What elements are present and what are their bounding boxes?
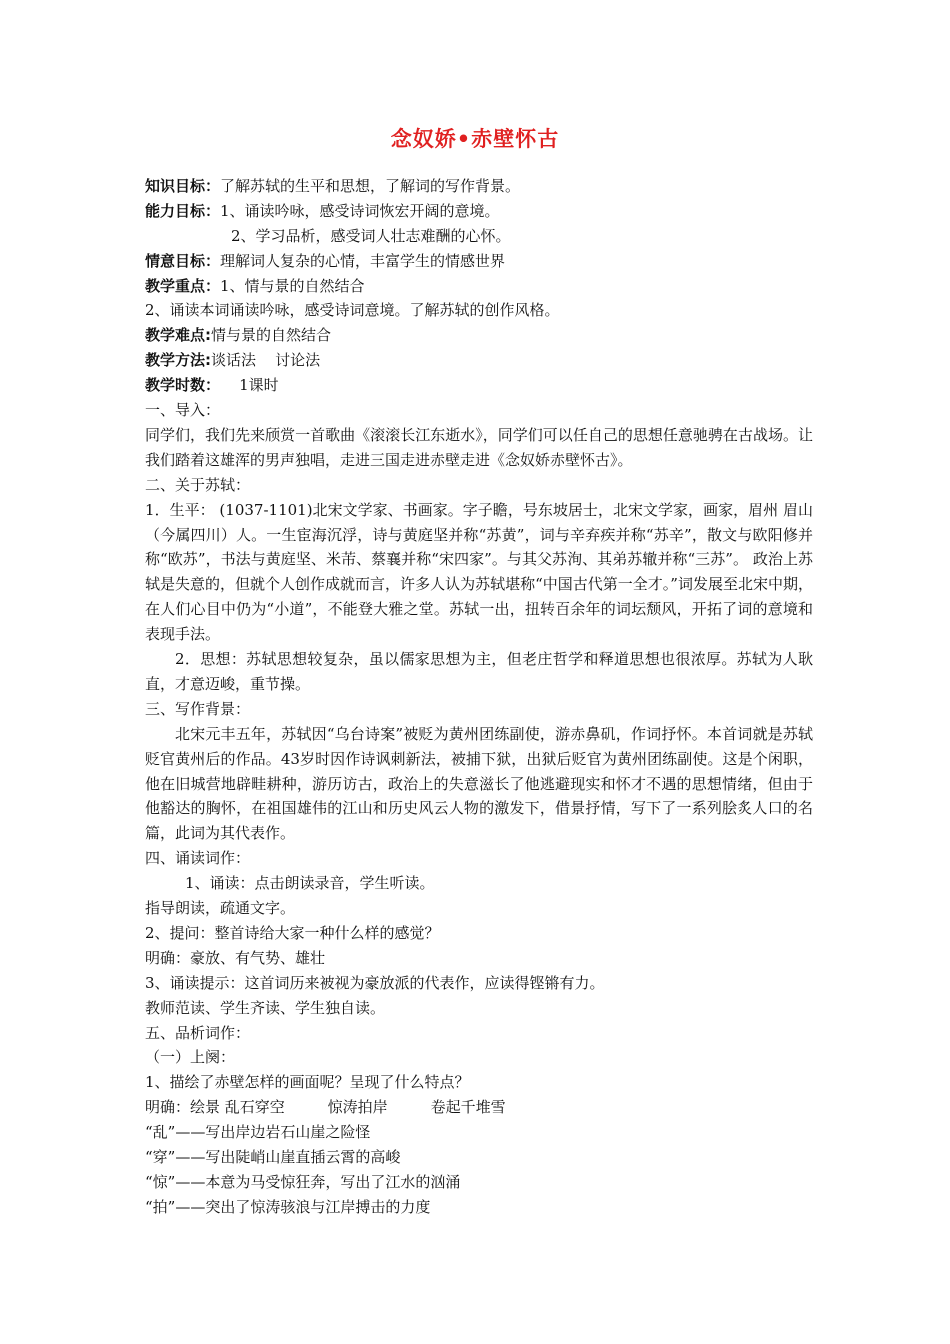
knowledge-objective-label: 知识目标： (145, 177, 221, 195)
teaching-focus-item-2: 2、诵读本词诵读吟咏，感受诗词意境。了解苏轼的创作风格。 (145, 301, 560, 320)
document-body (145, 174, 813, 1220)
reading-step-3: 3、诵读提示：这首词历来被视为豪放派的代表作，应读得铿锵有力。 (145, 973, 605, 992)
emotion-objective-text: 理解词人复杂的心情，丰富学生的情感世界 (220, 251, 506, 270)
ability-objective (145, 199, 813, 224)
teaching-method-text: 谈话法 讨论法 (211, 351, 321, 370)
teaching-focus-label: 教学重点： (145, 276, 221, 295)
teaching-hours (145, 373, 813, 398)
ability-objective-item-1: 1、诵读吟咏，感受诗词恢宏开阔的意境。 (220, 201, 500, 220)
background-paragraph: 北宋元丰五年，苏轼因“乌台诗案”被贬为黄州团练副使，游赤鼻矶，作词抒怀。本首词就是苏轼贬官黄州后的作品。43岁时因作诗讽刺新法，被捕下狱，出狱后贬官为黄州团练副使。这是个闲职，他在旧城营地辟畦耕种，游历访古，政治上的失意滋长了他逃避现实和怀才不遇的思想情绪，但由于他豁达的胸怀，在祖国雄伟的江山和历史风云人物的激发下，借景抒情，写下了一系列脍炙人口的名篇，此词为其代表作。 (145, 724, 813, 843)
analysis-answer-1: 明确：绘景 乱石穿空 惊涛拍岸 卷起千堆雪 (145, 1098, 506, 1117)
teaching-method (145, 348, 813, 373)
reading-step-2: 2、提问：整首诗给大家一种什么样的感觉？ (145, 923, 440, 942)
teaching-hours-label: 教学时数： (145, 376, 221, 395)
knowledge-objective (145, 174, 813, 199)
word-note-pai: “拍”——突出了惊涛骇浪与江岸搏击的力度 (145, 1197, 431, 1216)
analysis-question-1: 1、描绘了赤壁怎样的画面呢？呈现了什么特点？ (145, 1073, 470, 1092)
teaching-difficulty-text: 情与景的自然结合 (211, 326, 332, 345)
intro-paragraph: 同学们，我们先来颀赏一首歌曲《滚滚长江东逝水》，同学们可以任自己的思想任意驰骋在古战场。让我们踏着这雄浑的男声独唱，走进三国走进赤壁走进《念奴娇赤壁怀古》。 (145, 425, 813, 469)
teaching-focus-item-1: 1、情与景的自然结合 (220, 276, 365, 295)
word-note-luan: “乱”——写出岸边岩石山崖之险怪 (145, 1123, 371, 1142)
emotion-objective-label: 情意目标： (145, 251, 221, 270)
knowledge-objective-text: 了解苏轼的生平和思想，了解词的写作背景。 (220, 177, 521, 195)
emotion-objective (145, 249, 813, 274)
reading-step-1: 1、诵读：点击朗读录音，学生听读。 (185, 874, 435, 893)
about-heading: 二、关于苏轼： (145, 475, 251, 494)
teaching-method-label: 教学方法: (145, 351, 211, 370)
word-note-chuan: “穿”——写出陡峭山崖直插云霄的高峻 (145, 1147, 401, 1166)
teaching-difficulty (145, 323, 813, 348)
teaching-difficulty-label: 教学难点: (145, 326, 211, 345)
about-biography-paragraph: 1．生平： (1037-1101)北宋文学家、书画家。字子瞻，号东坡居士，北宋文学家，画家，眉州 眉山（今属四川）人。一生宦海沉浮，诗与黄庭坚并称“苏黄”，词与辛弃疾并称“苏辛”，散文与欧阳修并称“欧苏”，书法与黄庭坚、米芾、蔡襄并称“宋四家”。与其父苏洵、其弟苏辙并称“三苏”。 政治上苏轼是失意的，但就个人创作成就而言，许多人认为苏轼堪称“中国古代第一全才。”词发展至北宋中期，在人们心目中仍为“小道”，不能登大雅之堂。苏轼一出，扭转百余年的词坛颓风，开拓了词的意境和表现手法。 (145, 500, 813, 644)
word-note-jing: “惊”——本意为马受惊狂奔，写出了江水的汹涌 (145, 1172, 461, 1191)
ability-objective-label: 能力目标： (145, 201, 221, 220)
background-heading: 三、写作背景： (145, 699, 251, 718)
reading-step-3-note: 教师范读、学生齐读、学生独自读。 (145, 998, 386, 1017)
reading-step-2-answer: 明确：豪放、有气势、雄壮 (145, 948, 326, 967)
page-title: 念奴娇•赤壁怀古 (390, 127, 560, 151)
analysis-heading: 五、品析词作： (145, 1023, 251, 1042)
teaching-hours-text: 1课时 (220, 376, 279, 395)
analysis-subheading: （一）上阕： (145, 1048, 236, 1067)
about-thought-paragraph: 2．思想：苏轼思想较复杂，虽以儒家思想为主，但老庄哲学和释道思想也很浓厚。苏轼为人耿直，才意迈峻，重节操。 (145, 650, 813, 693)
teaching-focus (145, 274, 813, 299)
intro-heading: 一、导入： (145, 401, 221, 420)
ability-objective-item-2: 2、学习品析，感受词人壮志难酬的心怀。 (231, 226, 511, 245)
reading-guide: 指导朗读，疏通文字。 (145, 899, 296, 918)
reading-heading: 四、诵读词作： (145, 849, 251, 868)
